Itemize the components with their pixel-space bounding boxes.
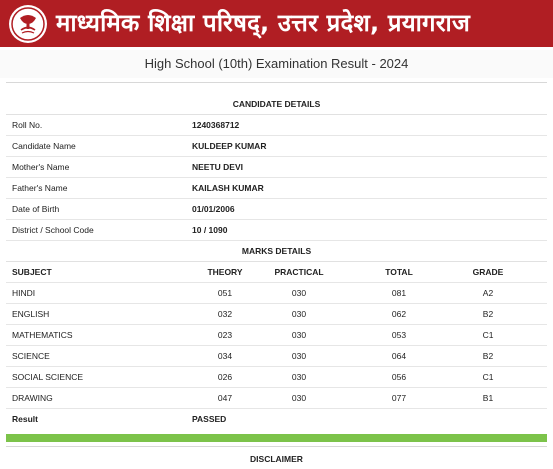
divider bbox=[6, 446, 547, 447]
total-cell: 081 bbox=[391, 288, 407, 298]
grade-cell: C1 bbox=[482, 330, 494, 340]
practical-cell: 030 bbox=[291, 372, 307, 382]
column-header-subject: SUBJECT bbox=[12, 267, 52, 277]
table-row bbox=[6, 388, 547, 409]
candidate-row-dob bbox=[6, 199, 547, 220]
candidate-value: KAILASH KUMAR bbox=[192, 183, 264, 193]
candidate-value: 1240368712 bbox=[192, 120, 240, 130]
divider bbox=[6, 82, 547, 83]
total-cell: 056 bbox=[391, 372, 407, 382]
candidate-label: Father's Name bbox=[12, 183, 68, 193]
candidate-label: Mother's Name bbox=[12, 162, 70, 172]
site-header bbox=[0, 0, 553, 47]
candidate-row-father-name bbox=[6, 178, 547, 199]
marks-details-heading: MARKS DETAILS bbox=[6, 241, 547, 262]
practical-cell: 030 bbox=[291, 309, 307, 319]
theory-cell: 032 bbox=[217, 309, 233, 319]
candidate-row-roll-no bbox=[6, 115, 547, 136]
theory-cell: 023 bbox=[217, 330, 233, 340]
subject-cell: ENGLISH bbox=[12, 309, 50, 319]
column-header-theory: THEORY bbox=[207, 267, 243, 277]
result-content bbox=[6, 94, 547, 429]
candidate-label: Candidate Name bbox=[12, 141, 76, 151]
total-cell: 077 bbox=[391, 393, 407, 403]
candidate-row-district-school-code bbox=[6, 220, 547, 241]
total-cell: 064 bbox=[391, 351, 407, 361]
candidate-row-mother-name bbox=[6, 157, 547, 178]
marks-header-row bbox=[6, 262, 547, 283]
practical-cell: 030 bbox=[291, 393, 307, 403]
result-label: Result bbox=[12, 414, 38, 424]
grade-cell: B2 bbox=[482, 309, 494, 319]
candidate-label: Date of Birth bbox=[12, 204, 60, 214]
candidate-row-name bbox=[6, 136, 547, 157]
grade-cell: A2 bbox=[482, 288, 494, 298]
theory-cell: 026 bbox=[217, 372, 233, 382]
result-page-title: High School (10th) Examination Result - 2024 bbox=[0, 50, 553, 78]
result-value: PASSED bbox=[192, 414, 227, 424]
theory-cell: 034 bbox=[217, 351, 233, 361]
table-row bbox=[6, 325, 547, 346]
candidate-value: 10 / 1090 bbox=[192, 225, 228, 235]
candidate-value: 01/01/2006 bbox=[192, 204, 235, 214]
result-row bbox=[6, 409, 547, 429]
subject-cell: SCIENCE bbox=[12, 351, 50, 361]
subject-cell: SOCIAL SCIENCE bbox=[12, 372, 84, 382]
practical-cell: 030 bbox=[291, 351, 307, 361]
column-header-practical: PRACTICAL bbox=[274, 267, 324, 277]
candidate-label: District / School Code bbox=[12, 225, 94, 235]
total-cell: 053 bbox=[391, 330, 407, 340]
theory-cell: 051 bbox=[217, 288, 233, 298]
candidate-value: NEETU DEVI bbox=[192, 162, 244, 172]
result-status-bar bbox=[6, 434, 547, 442]
grade-cell: B2 bbox=[482, 351, 494, 361]
board-title: माध्यमिक शिक्षा परिषद्, उत्तर प्रदेश, प्रयागराज bbox=[56, 9, 470, 37]
table-row bbox=[6, 304, 547, 325]
theory-cell: 047 bbox=[217, 393, 233, 403]
table-row bbox=[6, 346, 547, 367]
table-row bbox=[6, 367, 547, 388]
subject-cell: MATHEMATICS bbox=[12, 330, 73, 340]
subject-cell: HINDI bbox=[12, 288, 36, 298]
grade-cell: C1 bbox=[482, 372, 494, 382]
practical-cell: 030 bbox=[291, 330, 307, 340]
disclaimer-heading: DISCLAIMER bbox=[250, 454, 303, 464]
column-header-grade: GRADE bbox=[472, 267, 504, 277]
candidate-value: KULDEEP KUMAR bbox=[192, 141, 267, 151]
column-header-total: TOTAL bbox=[385, 267, 413, 277]
subject-cell: DRAWING bbox=[12, 393, 53, 403]
practical-cell: 030 bbox=[291, 288, 307, 298]
up-government-emblem-icon bbox=[8, 4, 48, 44]
grade-cell: B1 bbox=[482, 393, 494, 403]
candidate-details-heading: CANDIDATE DETAILS bbox=[6, 94, 547, 115]
total-cell: 062 bbox=[391, 309, 407, 319]
candidate-label: Roll No. bbox=[12, 120, 43, 130]
table-row bbox=[6, 283, 547, 304]
